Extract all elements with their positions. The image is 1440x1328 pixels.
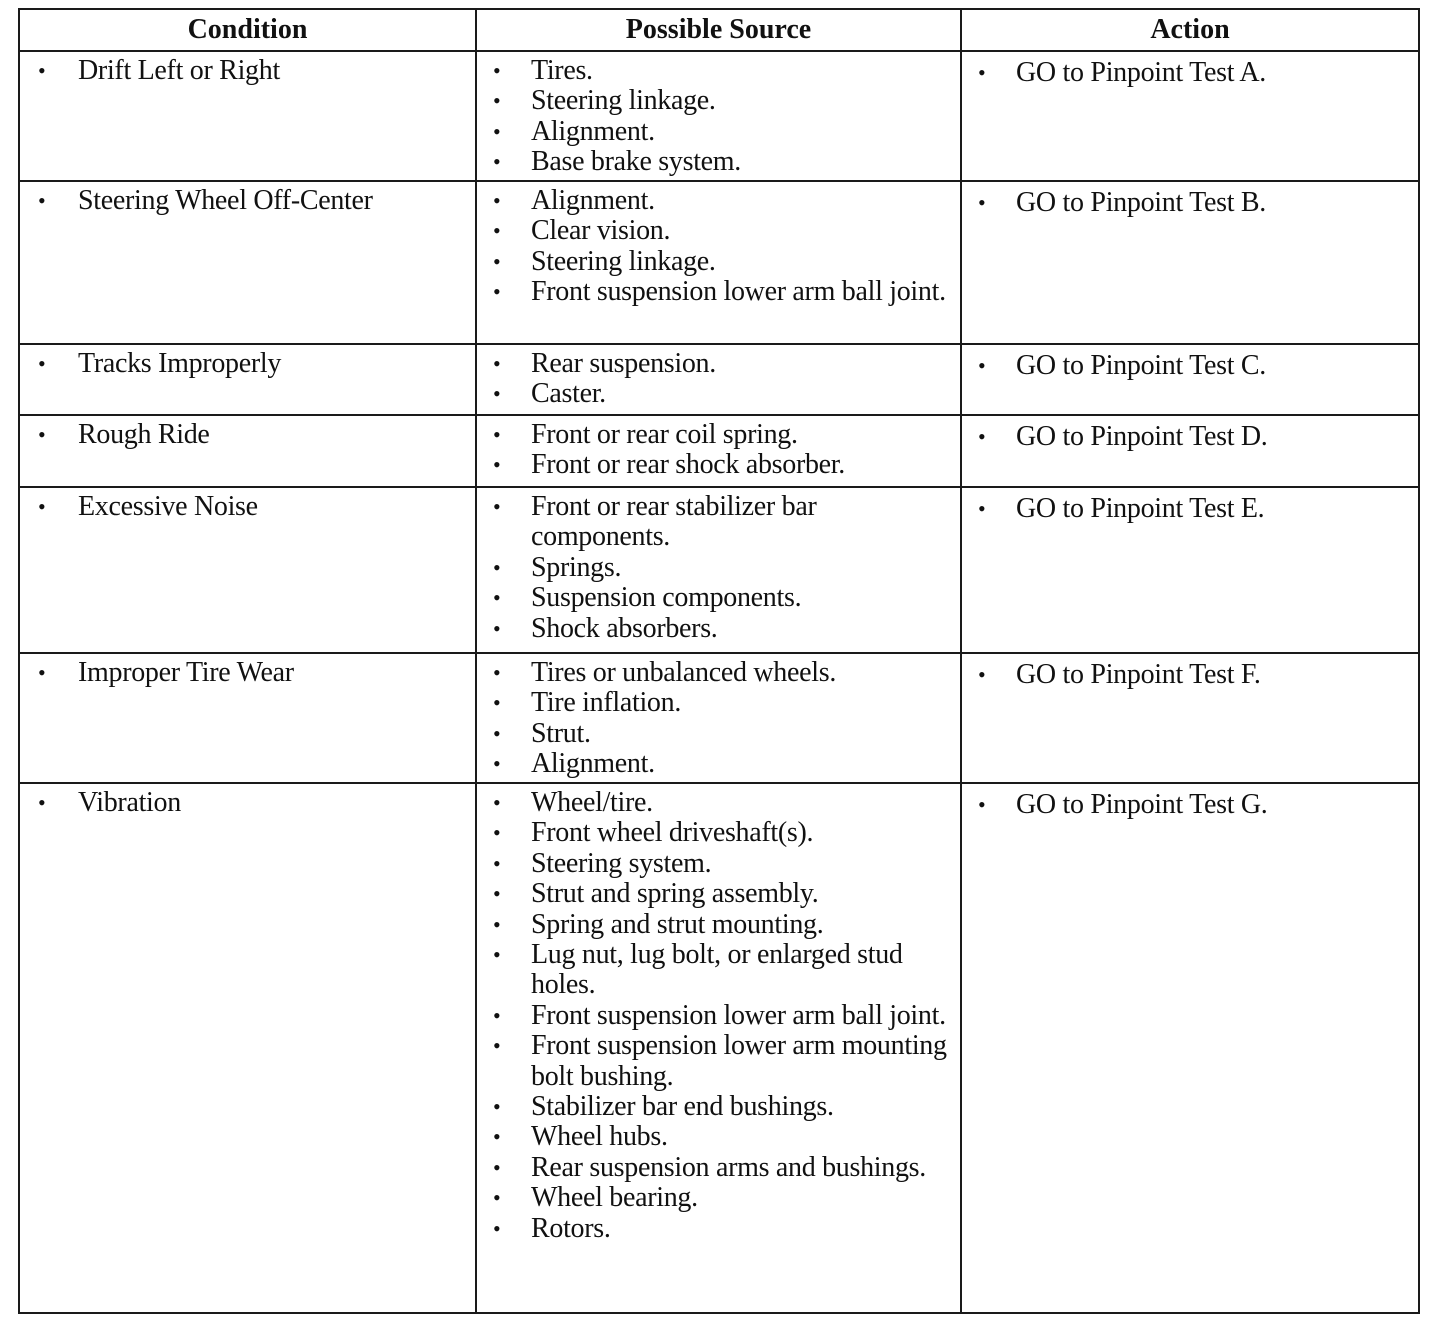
bullet-icon: • [493, 585, 501, 611]
possible-source-item-text: Rear suspension. [531, 348, 716, 379]
action-cell [961, 783, 1419, 1313]
table-row [19, 344, 1419, 415]
possible-source-item-text: Wheel bearing. [531, 1182, 698, 1214]
bullet-icon: • [38, 422, 46, 447]
bullet-icon: • [493, 1094, 501, 1120]
bullet-icon: • [978, 353, 986, 378]
bullet-icon: • [978, 662, 986, 687]
condition-list [20, 784, 475, 818]
bullet-icon: • [493, 381, 501, 407]
bullet-icon: • [493, 1002, 501, 1028]
possible-source-item-text: Springs. [531, 551, 622, 583]
possible-source-list [477, 345, 960, 410]
possible-source-item [477, 247, 960, 277]
possible-source-item [477, 1214, 960, 1244]
action-list [962, 52, 1418, 88]
possible-source-item [477, 688, 960, 718]
action-item [962, 790, 1418, 820]
table-row [19, 653, 1419, 783]
possible-source-item [477, 910, 960, 940]
bullet-icon: • [978, 792, 986, 817]
bullet-icon: • [493, 690, 501, 716]
possible-source-cell [476, 487, 961, 653]
bullet-icon: • [493, 1033, 501, 1059]
action-cell [961, 51, 1419, 181]
possible-source-cell [476, 415, 961, 487]
possible-source-item [477, 788, 960, 818]
possible-source-cell [476, 51, 961, 181]
possible-source-list [477, 654, 960, 780]
column-header-action: Action [961, 9, 1419, 51]
action-item-text: GO to Pinpoint Test A. [1016, 57, 1266, 88]
table-row [19, 783, 1419, 1313]
condition-item [20, 420, 475, 450]
possible-source-item-text: Steering system. [531, 847, 712, 879]
action-item-text: GO to Pinpoint Test F. [1016, 659, 1261, 690]
condition-item-text: Steering Wheel Off-Center [78, 185, 373, 216]
possible-source-item-text: Shock absorbers. [531, 612, 718, 644]
bullet-icon: • [978, 424, 986, 449]
possible-source-item [477, 186, 960, 216]
possible-source-item [477, 56, 960, 86]
column-header-possible-source: Possible Source [476, 9, 961, 51]
possible-source-item [477, 420, 960, 450]
possible-source-item [477, 749, 960, 779]
bullet-icon: • [493, 1185, 501, 1211]
condition-item-text: Rough Ride [78, 419, 210, 450]
condition-item-text: Improper Tire Wear [78, 657, 294, 688]
condition-list [20, 488, 475, 522]
bullet-icon: • [493, 911, 501, 937]
possible-source-item [477, 940, 960, 1001]
bullet-icon: • [493, 554, 501, 580]
possible-source-item [477, 379, 960, 409]
bullet-icon: • [493, 820, 501, 846]
possible-source-item-text: Front or rear coil spring. [531, 419, 798, 450]
bullet-icon: • [493, 942, 501, 968]
condition-item-text: Excessive Noise [78, 491, 258, 522]
action-cell [961, 344, 1419, 415]
condition-item [20, 658, 475, 688]
possible-source-item-text: Front or rear shock absorber. [531, 449, 845, 481]
possible-source-list [477, 182, 960, 308]
possible-source-item-text: Base brake system. [531, 146, 741, 178]
table-row [19, 181, 1419, 344]
condition-item [20, 56, 475, 86]
action-item-text: GO to Pinpoint Test E. [1016, 493, 1265, 524]
possible-source-item [477, 450, 960, 480]
bullet-icon: • [493, 1124, 501, 1150]
bullet-icon: • [978, 496, 986, 521]
action-item [962, 351, 1418, 381]
possible-source-cell [476, 653, 961, 783]
action-item-text: GO to Pinpoint Test G. [1016, 789, 1268, 820]
possible-source-item-text: Front or rear stabilizer bar components. [531, 491, 817, 553]
action-list [962, 345, 1418, 381]
condition-list [20, 182, 475, 216]
action-list [962, 784, 1418, 820]
condition-item [20, 492, 475, 522]
possible-source-item-text: Tire inflation. [531, 687, 682, 719]
bullet-icon: • [38, 660, 46, 685]
condition-list [20, 52, 475, 86]
possible-source-item [477, 818, 960, 848]
bullet-icon: • [493, 615, 501, 641]
table-row [19, 51, 1419, 181]
bullet-icon: • [978, 190, 986, 215]
possible-source-item-text: Rear suspension arms and bushings. [531, 1151, 926, 1183]
action-item [962, 494, 1418, 524]
possible-source-item [477, 879, 960, 909]
possible-source-item-text: Steering linkage. [531, 245, 716, 277]
possible-source-item [477, 658, 960, 688]
possible-source-item [477, 553, 960, 583]
bullet-icon: • [493, 660, 501, 685]
possible-source-item [477, 216, 960, 246]
possible-source-item-text: Alignment. [531, 185, 655, 216]
possible-source-cell [476, 181, 961, 344]
action-item-text: GO to Pinpoint Test D. [1016, 421, 1268, 452]
bullet-icon: • [493, 248, 501, 274]
condition-cell [19, 487, 476, 653]
bullet-icon: • [38, 351, 46, 376]
bullet-icon: • [493, 790, 501, 815]
possible-source-item-text: Stabilizer bar end bushings. [531, 1091, 834, 1123]
possible-source-item [477, 1031, 960, 1092]
bullet-icon: • [493, 422, 501, 447]
possible-source-item [477, 719, 960, 749]
possible-source-item-text: Alignment. [531, 115, 655, 147]
possible-source-item [477, 1092, 960, 1122]
action-cell [961, 181, 1419, 344]
bullet-icon: • [493, 751, 501, 777]
possible-source-list [477, 52, 960, 178]
possible-source-item [477, 117, 960, 147]
possible-source-item-text: Clear vision. [531, 215, 671, 247]
possible-source-item-text: Wheel/tire. [531, 787, 653, 818]
bullet-icon: • [493, 850, 501, 876]
possible-source-item-text: Steering linkage. [531, 85, 716, 117]
possible-source-item [477, 1183, 960, 1213]
bullet-icon: • [493, 218, 501, 244]
condition-item [20, 186, 475, 216]
action-item [962, 58, 1418, 88]
action-cell [961, 653, 1419, 783]
possible-source-item-text: Caster. [531, 378, 606, 410]
possible-source-item-text: Spring and strut mounting. [531, 908, 824, 940]
bullet-icon: • [493, 494, 501, 519]
column-header-condition: Condition [19, 9, 476, 51]
table-row [19, 487, 1419, 653]
possible-source-list [477, 784, 960, 1244]
diagnosis-table [18, 8, 1420, 1314]
bullet-icon: • [493, 1154, 501, 1180]
bullet-icon: • [493, 118, 501, 144]
bullet-icon: • [493, 149, 501, 175]
possible-source-item [477, 277, 960, 307]
bullet-icon: • [38, 790, 46, 815]
possible-source-list [477, 416, 960, 481]
action-list [962, 488, 1418, 524]
action-cell [961, 415, 1419, 487]
possible-source-item [477, 583, 960, 613]
possible-source-cell [476, 344, 961, 415]
action-list [962, 182, 1418, 218]
bullet-icon: • [978, 60, 986, 85]
bullet-icon: • [493, 88, 501, 114]
bullet-icon: • [38, 188, 46, 213]
condition-cell [19, 415, 476, 487]
condition-item-text: Drift Left or Right [78, 55, 280, 86]
possible-source-item-text: Tires or unbalanced wheels. [531, 657, 837, 688]
action-item-text: GO to Pinpoint Test C. [1016, 350, 1266, 381]
possible-source-item [477, 849, 960, 879]
action-item [962, 660, 1418, 690]
possible-source-item-text: Wheel hubs. [531, 1121, 668, 1153]
bullet-icon: • [493, 58, 501, 83]
possible-source-item-text: Rotors. [531, 1212, 611, 1244]
condition-list [20, 654, 475, 688]
possible-source-item [477, 1001, 960, 1031]
condition-cell [19, 783, 476, 1313]
possible-source-item-text: Alignment. [531, 748, 655, 780]
condition-list [20, 416, 475, 450]
possible-source-list [477, 488, 960, 644]
possible-source-item-text: Front suspension lower arm mounting bolt bushing. [531, 1030, 947, 1092]
table-row [19, 415, 1419, 487]
possible-source-item [477, 1122, 960, 1152]
bullet-icon: • [493, 1215, 501, 1241]
possible-source-item [477, 1153, 960, 1183]
condition-list [20, 345, 475, 379]
bullet-icon: • [493, 881, 501, 907]
condition-item [20, 349, 475, 379]
possible-source-item-text: Lug nut, lug bolt, or enlarged stud holes. [531, 939, 903, 1001]
possible-source-item-text: Front wheel driveshaft(s). [531, 817, 814, 849]
action-item-text: GO to Pinpoint Test B. [1016, 187, 1266, 218]
bullet-icon: • [493, 452, 501, 478]
condition-cell [19, 344, 476, 415]
bullet-icon: • [493, 188, 501, 213]
condition-cell [19, 51, 476, 181]
possible-source-item [477, 614, 960, 644]
bullet-icon: • [38, 58, 46, 83]
bullet-icon: • [493, 279, 501, 305]
condition-cell [19, 181, 476, 344]
possible-source-item-text: Tires. [531, 55, 593, 86]
header-row [19, 9, 1419, 51]
action-cell [961, 487, 1419, 653]
condition-item [20, 788, 475, 818]
possible-source-item [477, 147, 960, 177]
action-item [962, 188, 1418, 218]
action-list [962, 654, 1418, 690]
bullet-icon: • [38, 494, 46, 519]
action-list [962, 416, 1418, 452]
possible-source-item-text: Strut and spring assembly. [531, 878, 819, 910]
possible-source-item-text: Strut. [531, 717, 591, 749]
condition-item-text: Tracks Improperly [78, 348, 282, 379]
possible-source-item [477, 492, 960, 553]
bullet-icon: • [493, 351, 501, 376]
bullet-icon: • [493, 720, 501, 746]
possible-source-item [477, 349, 960, 379]
possible-source-cell [476, 783, 961, 1313]
condition-cell [19, 653, 476, 783]
possible-source-item [477, 86, 960, 116]
action-item [962, 422, 1418, 452]
condition-item-text: Vibration [78, 787, 181, 818]
possible-source-item-text: Suspension components. [531, 582, 802, 614]
possible-source-item-text: Front suspension lower arm ball joint. [531, 999, 946, 1031]
possible-source-item-text: Front suspension lower arm ball joint. [531, 276, 946, 308]
table-body [19, 51, 1419, 1313]
